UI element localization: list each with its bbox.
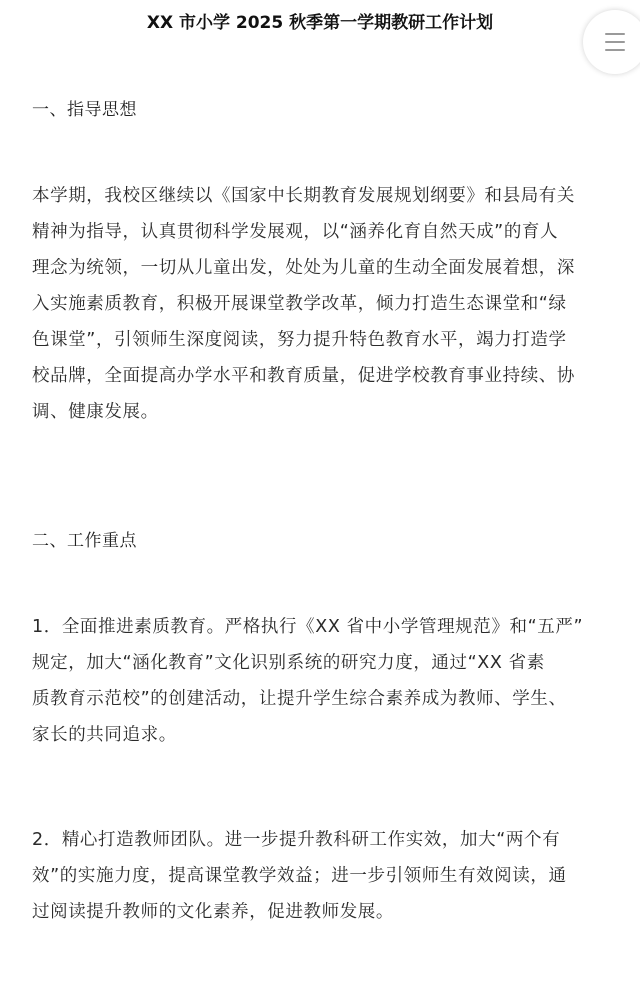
paragraph-line: 2．精心打造教师团队。进一步提升教科研工作实效，加大“两个有 <box>32 830 561 850</box>
paragraph-line: 色课堂”，引领师生深度阅读，努力提升特色教育水平，竭力打造学 <box>32 330 567 350</box>
paragraph-line: 效”的实施力度，提高课堂教学效益；进一步引领师生有效阅读，通 <box>32 866 567 886</box>
paragraph-line: 调、健康发展。 <box>32 402 159 422</box>
document-title: XX 市小学 2025 秋季第一学期教研工作计划 <box>146 13 494 33</box>
paragraph-guiding-ideology <box>32 178 622 430</box>
paragraph-line: 本学期，我校区继续以《国家中长期教育发展规划纲要》和县局有关 <box>32 186 575 206</box>
paragraph-line: 入实施素质教育，积极开展课堂教学改革，倾力打造生态课堂和“绿 <box>32 294 567 314</box>
paragraph-line: 家长的共同追求。 <box>32 725 177 745</box>
paragraph-line: 理念为统领，一切从儿童出发，处处为儿童的生动全面发展着想，深 <box>32 258 575 278</box>
paragraph-line: 过阅读提升教师的文化素养，促进教师发展。 <box>32 902 394 922</box>
section-heading-guiding-ideology: 一、指导思想 <box>32 100 137 120</box>
hamburger-menu-icon <box>605 31 625 53</box>
paragraph-work-focus-2 <box>32 822 622 930</box>
paragraph-line: 精神为指导，认真贯彻科学发展观，以“涵养化育自然天成”的育人 <box>32 222 559 242</box>
paragraph-line: 规定，加大“涵化教育”文化识别系统的研究力度，通过“XX 省素 <box>32 653 545 673</box>
paragraph-line: 质教育示范校”的创建活动，让提升学生综合素养成为教师、学生、 <box>32 689 567 709</box>
paragraph-work-focus-1 <box>32 609 622 753</box>
menu-button[interactable] <box>583 10 640 74</box>
paragraph-line: 1．全面推进素质教育。严格执行《XX 省中小学管理规范》和“五严” <box>32 617 584 637</box>
paragraph-line: 校品牌，全面提高办学水平和教育质量，促进学校教育事业持续、协 <box>32 366 575 386</box>
section-heading-work-focus: 二、工作重点 <box>32 531 137 551</box>
